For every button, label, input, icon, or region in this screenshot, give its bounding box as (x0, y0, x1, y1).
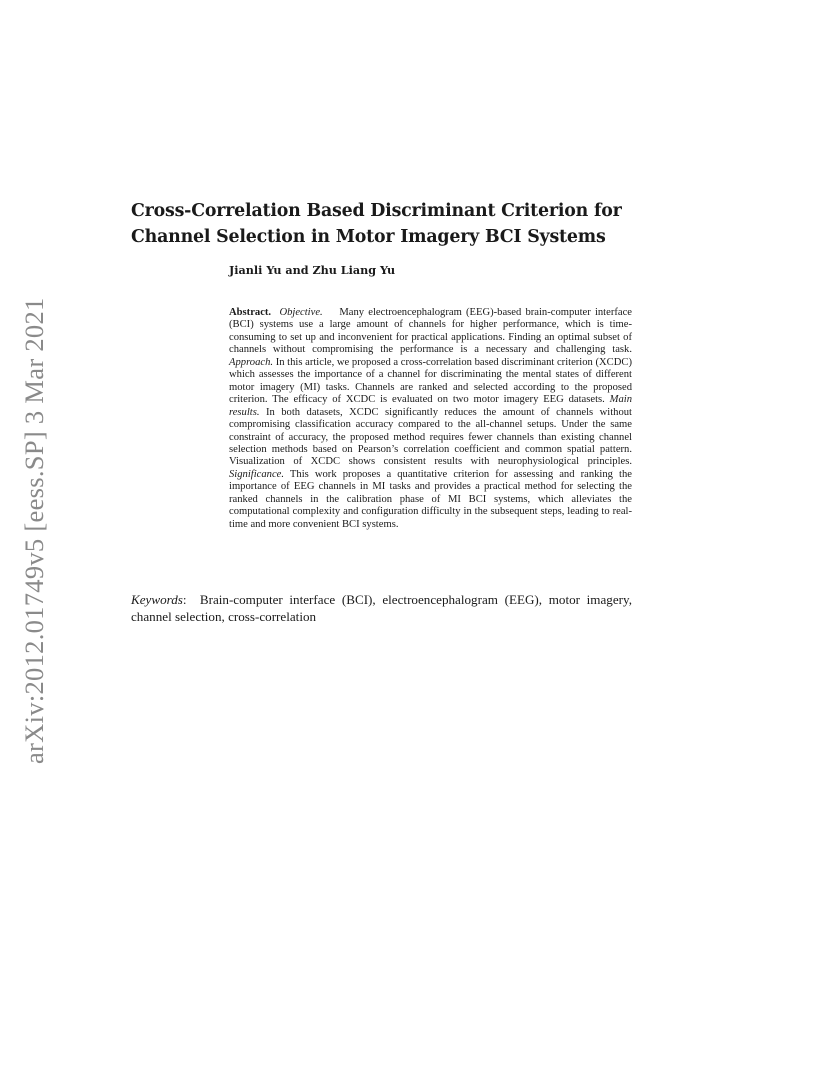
objective-text: Many electroencephalogram (EEG)-based brain-computer interface (BCI) systems use a large amount of channels for higher performance, which is time-consuming to set up and inconvenient for practical applications. Finding an optimal subset of channels without compromising the performance is a necessary and challenging task. (229, 307, 632, 356)
keywords: Keywords: Brain-computer interface (BCI), electroencephalogram (EEG), motor imagery, channel selection, cross-correlation (131, 592, 632, 624)
title-line-2: Channel Selection in Motor Imagery BCI Systems (131, 227, 606, 247)
arxiv-identifier: arXiv:2012.01749v5 [eess.SP] 3 Mar 2021 (19, 297, 49, 764)
title-line-1: Cross-Correlation Based Discriminant Criterion for (131, 201, 622, 221)
abstract-label: Abstract. (229, 307, 272, 318)
keywords-label: Keywords (131, 592, 183, 607)
abstract (229, 307, 632, 531)
significance-label: Significance. (229, 468, 285, 480)
results-text: In both datasets, XCDC significantly reduces the amount of channels without compromising classification accuracy compared to the all-channel setups. Under the same constraint of accuracy, the proposed method requires fewer channels than existing channel selection methods based on Pearson’s correlation coefficient and common spatial pattern. Visualization of XCDC shows consistent results with neurophysiological principles. (229, 406, 632, 468)
approach-text: In this article, we proposed a cross-correlation based discriminant criterion (XCDC) which assesses the importance of a channel for discriminating the mental states of different motor imagery (MI) tasks. Channels are ranked and selected according to the proposed criterion. The efficacy of XCDC is evaluated on two motor imagery EEG datasets. (229, 356, 632, 406)
keywords-text: Brain-computer interface (BCI), electroencephalogram (EEG), motor imagery, channel selection, cross-correlation (131, 592, 632, 624)
approach-label: Approach. (229, 356, 274, 368)
results-label: Main results. (229, 394, 632, 418)
objective-label: Objective. (279, 307, 323, 318)
author-list: Jianli Yu and Zhu Liang Yu (229, 263, 396, 277)
paper-title (131, 198, 651, 250)
significance-text: This work proposes a quantitative criterion for assessing and ranking the importance of EEG channels in MI tasks and provides a practical method for selecting the ranked channels in the calibration phase of MI BCI systems, which alleviates the computational complexity and configuration difficulty in the subsequent steps, leading to real-time and more convenient BCI systems. (229, 468, 632, 530)
